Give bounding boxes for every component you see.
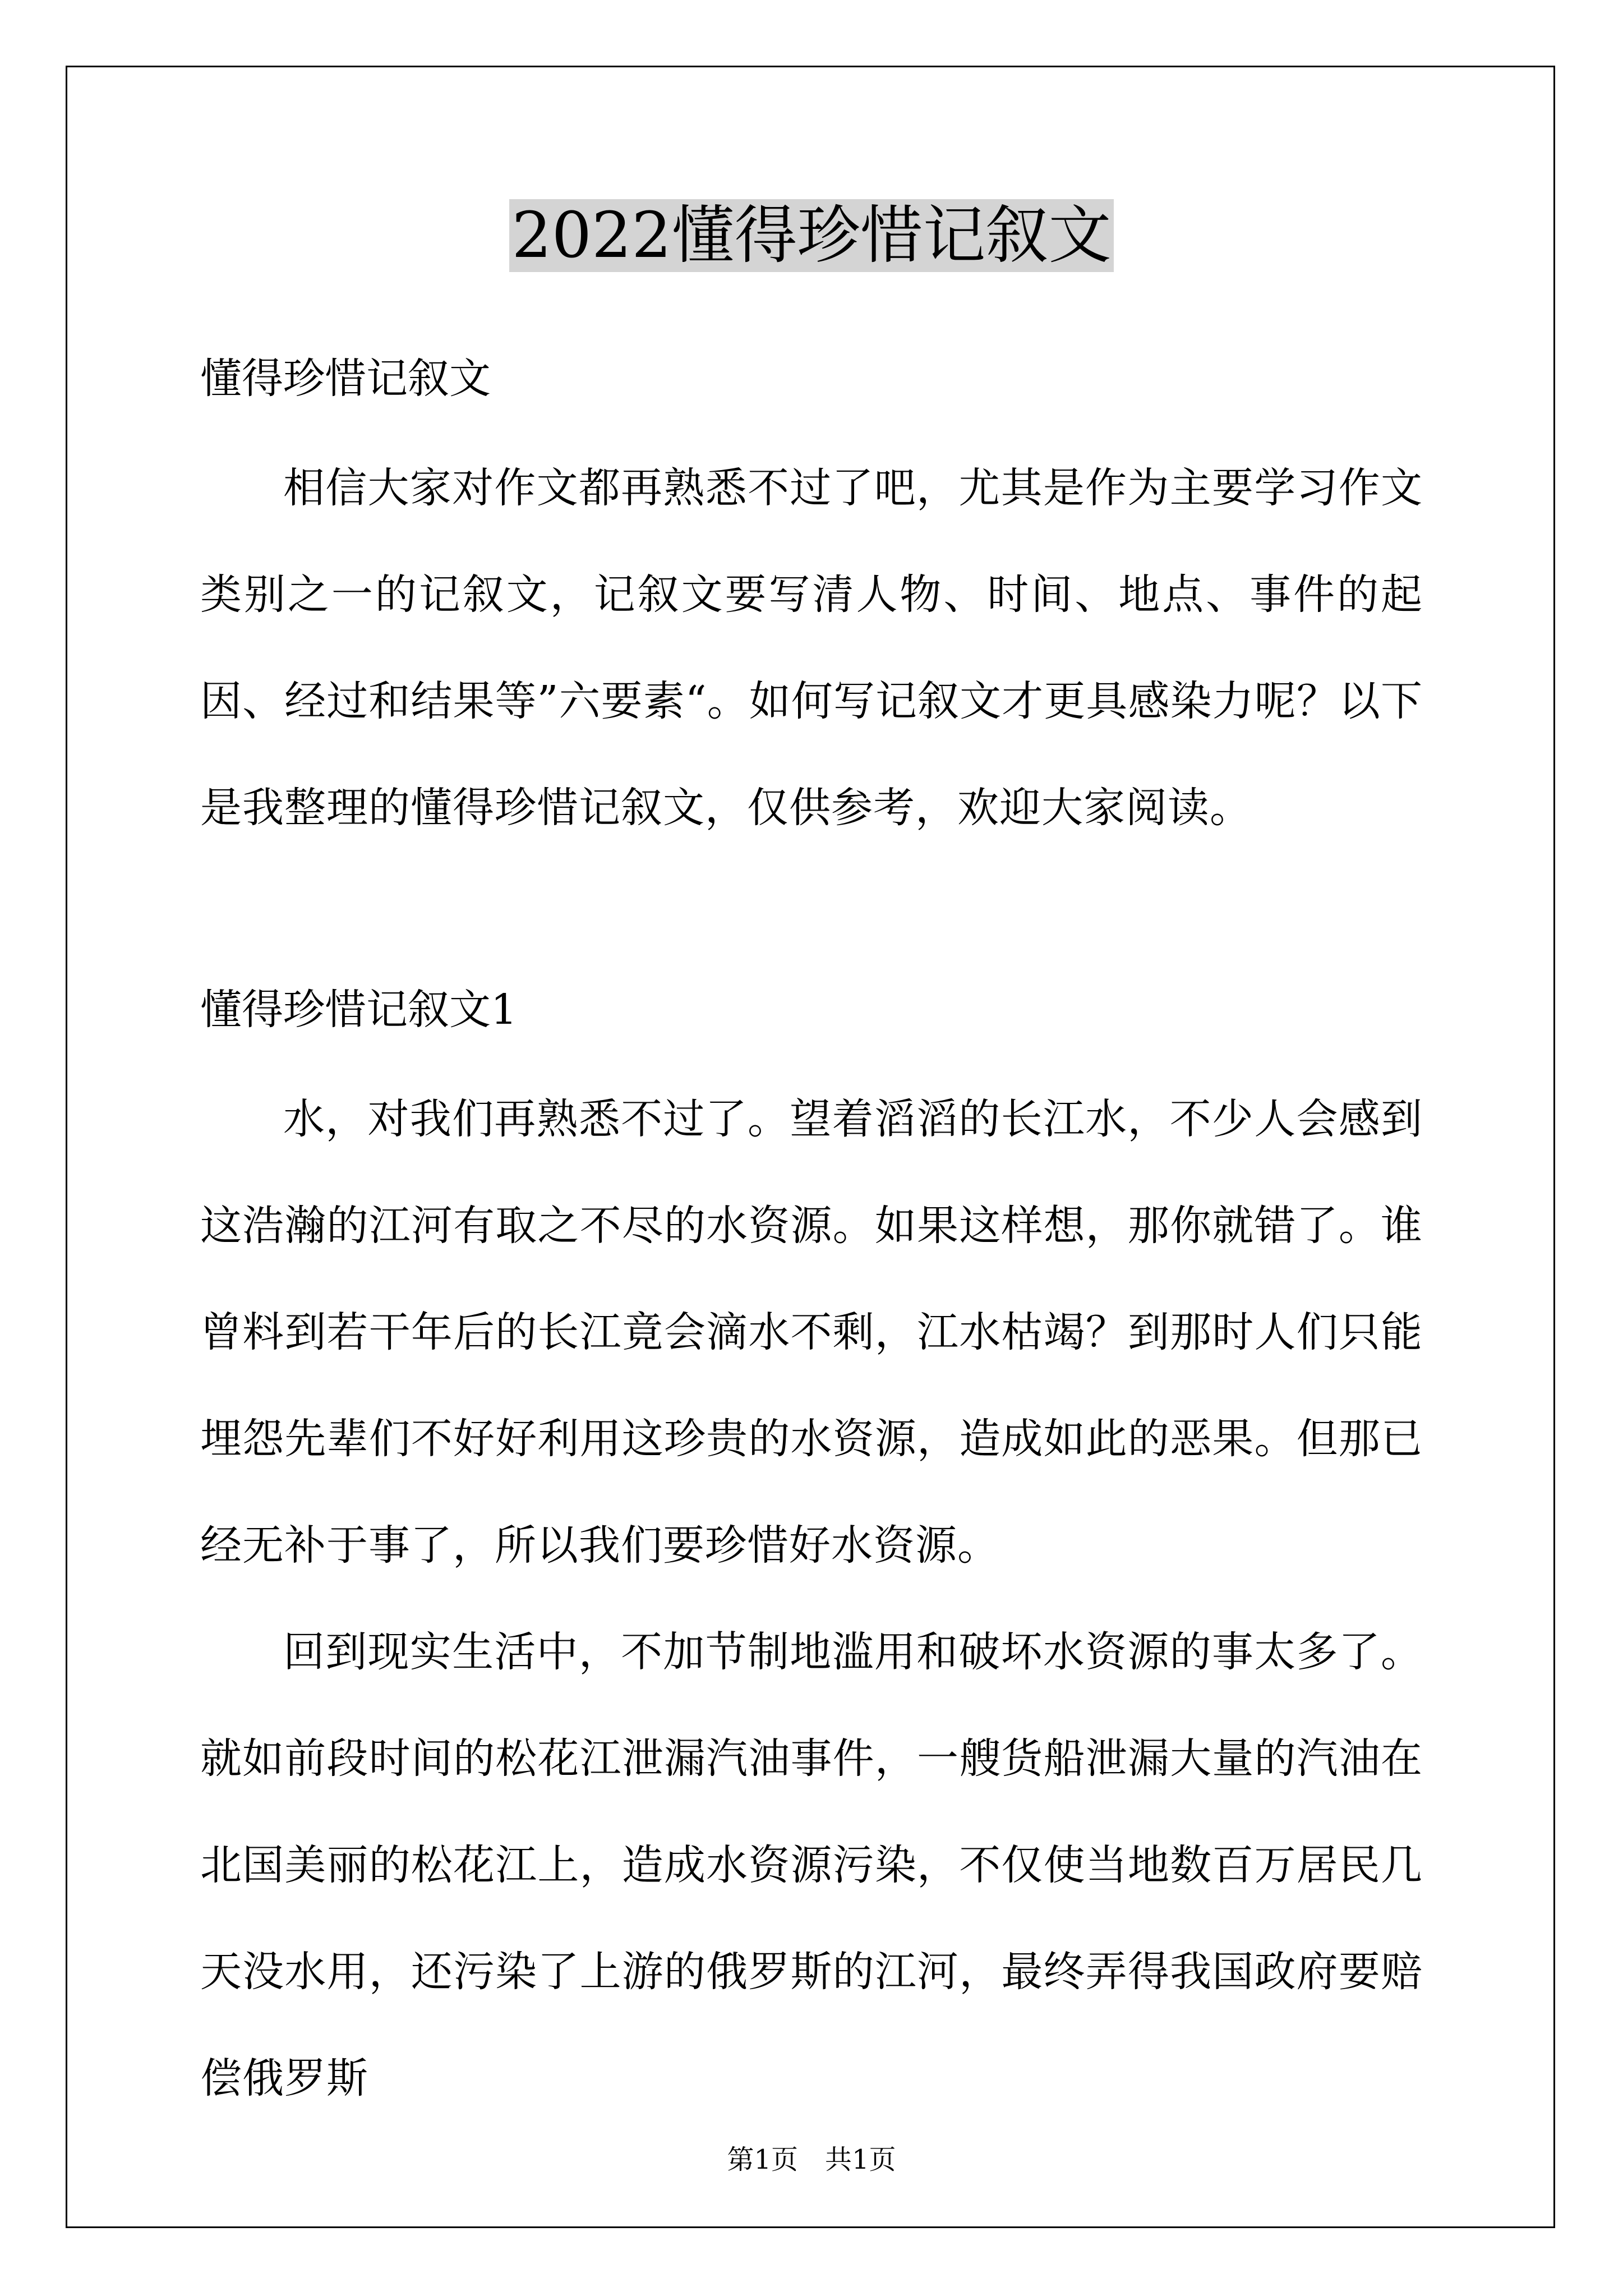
page-footer: 第1页 共1页	[727, 2144, 896, 2175]
section-paragraph-2: 回到现实生活中，不加节制地滥用和破坏水资源的事太多了。就如前段时间的松花江泄漏汽油事件，一艘货船泄漏大量的汽油在北国美丽的松花江上，造成水资源污染，不仅使当地数百万居民几天没水用，还污染了上游的俄罗斯的江河，最终弄得我国政府要赔偿俄罗斯	[200, 1628, 1423, 2102]
document-title	[200, 194, 1423, 278]
intro-paragraph: 相信大家对作文都再熟悉不过了吧，尤其是作为主要学习作文类别之一的记叙文，记叙文要写清人物、时间、地点、事件的起因、经过和结果等”六要素“。如何写记叙文才更具感染力呢？以下是我整理的懂得珍惜记叙文，仅供参考，欢迎大家阅读。	[200, 464, 1423, 832]
document-title-text: 2022懂得珍惜记叙文	[509, 199, 1113, 272]
section-paragraph-1: 水，对我们再熟悉不过了。望着滔滔的长江水，不少人会感到这浩瀚的江河有取之不尽的水资源。如果这样想，那你就错了。谁曾料到若干年后的长江竟会滴水不剩，江水枯竭？到那时人们只能埋怨先辈们不好好利用这珍贵的水资源，造成如此的恶果。但那已经无补于事了，所以我们要珍惜好水资源。	[200, 1095, 1423, 1570]
section-heading: 懂得珍惜记叙文1	[200, 986, 518, 1034]
intro-heading: 懂得珍惜记叙文	[200, 355, 491, 403]
